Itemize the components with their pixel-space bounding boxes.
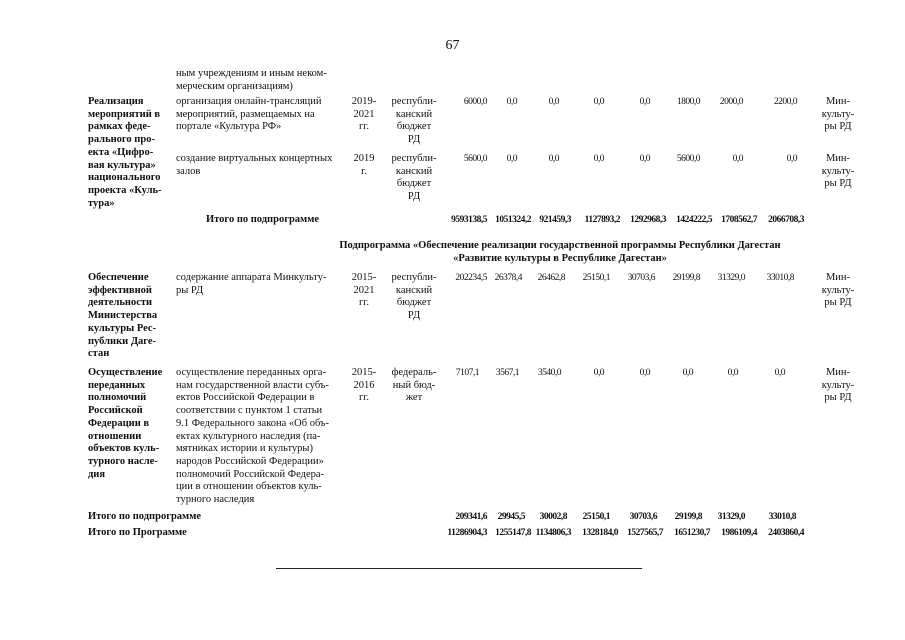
value-cell: 2200,0 <box>773 97 797 107</box>
activity-cell: содержание аппарата Минкульту- ры РД <box>176 272 327 296</box>
source-cell: республи- канский бюджет РД <box>391 153 437 203</box>
subtotal-value: 1708562,7 <box>721 215 757 225</box>
value-cell: 7107,1 <box>455 368 479 378</box>
years-cell: 2015- 2016 гг. <box>351 367 377 404</box>
continuation-text: ным учреждениям и иным неком- мерческим организациям) <box>176 68 327 92</box>
program-total-value: 11286904,3 <box>447 528 487 538</box>
goal-cell: Обеспечение эффективной деятельности Министерства культуры Рес- публики Даге- стан <box>88 272 158 360</box>
program-total-value: 1651230,7 <box>674 528 710 538</box>
subtotal-value: 921459,3 <box>539 215 571 225</box>
subtotal-value: 33010,8 <box>768 512 796 522</box>
value-cell: 0,0 <box>639 368 650 378</box>
value-cell: 29199,8 <box>672 273 700 283</box>
value-cell: 0,0 <box>548 154 559 164</box>
value-cell: 3567,1 <box>495 368 519 378</box>
source-cell: республи- канский бюджет РД <box>391 96 437 146</box>
value-cell: 26462,8 <box>537 273 565 283</box>
program-total-value: 2403860,4 <box>768 528 804 538</box>
activity-cell: организация онлайн-трансляций мероприятий, размещаемых на портале «Культура РФ» <box>176 96 322 133</box>
program-total-value: 1328184,0 <box>582 528 618 538</box>
subtotal-value: 1051324,2 <box>495 215 531 225</box>
program-total-value: 1255147,8 <box>495 528 531 538</box>
program-total-value: 1134806,3 <box>535 528 571 538</box>
value-cell: 30703,6 <box>627 273 655 283</box>
subtotal-value: 1127893,2 <box>584 215 620 225</box>
program-total-value: 1986109,4 <box>721 528 757 538</box>
value-cell: 2000,0 <box>719 97 743 107</box>
program-total-value: 1527565,7 <box>627 528 663 538</box>
value-cell: 0,0 <box>506 154 517 164</box>
subtotal-value: 2066708,3 <box>768 215 804 225</box>
value-cell: 0,0 <box>639 154 650 164</box>
value-cell: 31329,0 <box>717 273 745 283</box>
value-cell: 0,0 <box>727 368 738 378</box>
value-cell: 0,0 <box>682 368 693 378</box>
program-total-label: Итого по Программе <box>88 527 187 538</box>
subtotal-label: Итого по подпрограмме <box>206 214 320 225</box>
page-number: 67 <box>445 38 460 53</box>
executor-cell: Мин- культу- ры РД <box>821 96 855 133</box>
years-cell: 2019- 2021 гг. <box>351 96 377 133</box>
value-cell: 26378,4 <box>494 273 522 283</box>
value-cell: 5600,0 <box>463 154 487 164</box>
years-cell: 2019 г. <box>353 153 375 177</box>
value-cell: 3540,0 <box>537 368 561 378</box>
value-cell: 33010,8 <box>766 273 794 283</box>
years-cell: 2015- 2021 гг. <box>351 272 377 309</box>
subtotal-value: 30002,8 <box>539 512 567 522</box>
value-cell: 0,0 <box>593 154 604 164</box>
subtotal-value: 209341,6 <box>455 512 487 522</box>
executor-cell: Мин- культу- ры РД <box>821 272 855 309</box>
value-cell: 0,0 <box>774 368 785 378</box>
subtotal-value: 25150,1 <box>582 512 610 522</box>
subprogram-heading: Подпрограмма «Обеспечение реализации государственной программы Республики Дагестан «Развитие культуры в Республике Дагестан» <box>339 240 781 264</box>
subtotal-value: 1424222,5 <box>676 215 712 225</box>
value-cell: 0,0 <box>593 97 604 107</box>
activity-cell: создание виртуальных концертных залов <box>176 153 333 177</box>
value-cell: 0,0 <box>506 97 517 107</box>
value-cell: 25150,1 <box>582 273 610 283</box>
subtotal-value: 29199,8 <box>674 512 702 522</box>
subtotal-value: 29945,5 <box>497 512 525 522</box>
source-cell: федераль- ный бюд- жет <box>391 367 437 404</box>
executor-cell: Мин- культу- ры РД <box>821 367 855 404</box>
activity-cell: осуществление переданных орга- нам государственной власти субъ- ектов Российской Федерации в соответствии с пунктом 1 статьи 9.1 Федерального закона «Об объ- ектах культурного наследия (па- мятниках истории и культуры) народов Российской Федерации» полномочий Российской Федера- ции в отношении объектов куль- турного наследия <box>176 367 329 506</box>
subtotal-value: 9593138,5 <box>451 215 487 225</box>
value-cell: 0,0 <box>593 368 604 378</box>
subtotal-label: Итого по подпрограмме <box>88 511 202 522</box>
subtotal-value: 30703,6 <box>629 512 657 522</box>
subtotal-value: 31329,0 <box>717 512 745 522</box>
source-cell: республи- канский бюджет РД <box>391 272 437 322</box>
value-cell: 0,0 <box>732 154 743 164</box>
goal-cell: Осуществление переданных полномочий Российской Федерации в отношении объектов куль- турного насле- дия <box>88 367 163 480</box>
value-cell: 202234,5 <box>455 273 487 283</box>
value-cell: 6000,0 <box>463 97 487 107</box>
value-cell: 0,0 <box>548 97 559 107</box>
value-cell: 5600,0 <box>676 154 700 164</box>
value-cell: 0,0 <box>786 154 797 164</box>
executor-cell: Мин- культу- ры РД <box>821 153 855 190</box>
value-cell: 1800,0 <box>676 97 700 107</box>
footer-rule <box>276 568 642 569</box>
value-cell: 0,0 <box>639 97 650 107</box>
goal-cell-digital: Реализация мероприятий в рамках феде- рального про- екта «Цифро- вая культура» национального проекта «Куль- тура» <box>88 96 162 209</box>
subtotal-value: 1292968,3 <box>630 215 666 225</box>
